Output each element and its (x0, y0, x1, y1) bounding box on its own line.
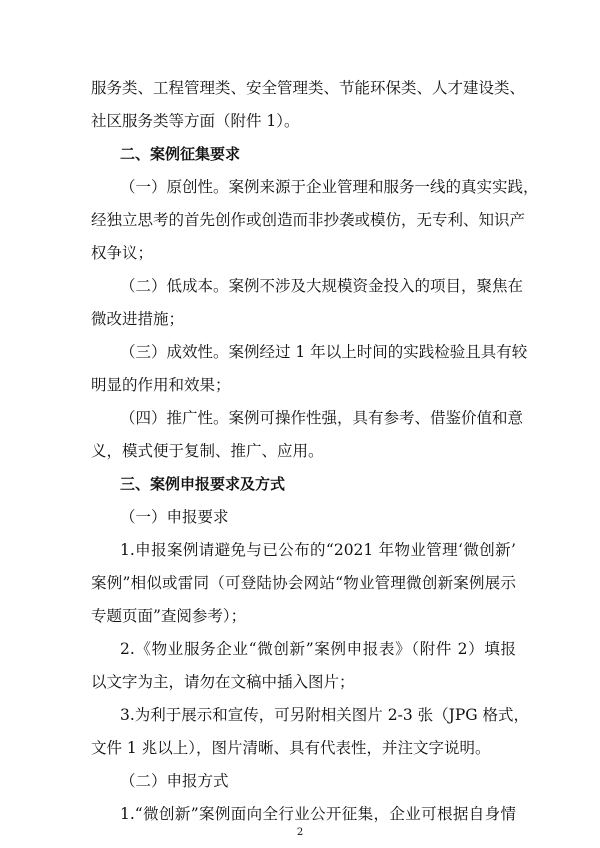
text-line (0, 207, 600, 233)
text-line (0, 273, 600, 299)
text-line-content: 案例”相似或雷同（可登陆协会网站“物业管理微创新案例展示 (91, 574, 516, 592)
text-line (0, 801, 600, 827)
text-line-content: （二）低成本。案例不涉及大规模资金投入的项目，聚焦在 (120, 277, 524, 295)
text-line-content: 权争议； (91, 244, 154, 262)
text-line (0, 537, 600, 563)
text-line-content: 2.《物业服务企业“微创新”案例申报表》（附件 2）填报 (120, 640, 516, 658)
text-line-content: 明显的作用和效果； (91, 376, 231, 394)
text-line-content: 以文字为主，请勿在文稿中插入图片； (91, 673, 355, 691)
text-line (0, 339, 600, 365)
subsection-heading-text: （二）申报方式 (120, 772, 229, 790)
text-line (0, 735, 600, 761)
text-line (0, 570, 600, 596)
text-line-content: 经独立思考的首先创作或创造而非抄袭或模仿，无专利、知识产 (91, 211, 526, 229)
text-line (0, 702, 600, 728)
text-line-content: 文件 1 兆以上），图片清晰、具有代表性，并注文字说明。 (91, 739, 491, 757)
text-line-content: （四）推广性。案例可操作性强，具有参考、借鉴价值和意 (120, 409, 524, 427)
text-line (0, 669, 600, 695)
subsection-heading-text: （一）申报要求 (120, 508, 229, 526)
text-line-content: 1.“微创新”案例面向全行业公开征集，企业可根据自身情 (120, 805, 516, 823)
text-line-content: 1.申报案例请避免与已公布的“2021 年物业管理‘微创新’ (120, 541, 516, 559)
section-heading (0, 471, 600, 497)
text-line-content: （三）成效性。案例经过 1 年以上时间的实践检验且具有较 (120, 343, 528, 361)
text-line (0, 603, 600, 629)
section-heading-text: 二、案例征集要求 (120, 145, 241, 163)
text-line-content: （一）原创性。案例来源于企业管理和服务一线的真实实践， (120, 178, 539, 196)
section-heading-text: 三、案例申报要求及方式 (120, 475, 286, 493)
text-line-content: 社区服务类等方面（附件 1）。 (91, 112, 300, 130)
page-number: 2 (296, 827, 304, 838)
text-line-content: 专题页面”查阅参考）； (91, 607, 247, 625)
text-line (0, 174, 600, 200)
text-line (0, 240, 600, 266)
text-line (0, 405, 600, 431)
text-line-content: 微改进措施； (91, 310, 185, 328)
text-line (0, 636, 600, 662)
text-line (0, 75, 600, 101)
section-heading (0, 141, 600, 167)
subsection-heading (0, 504, 600, 530)
text-line (0, 108, 600, 134)
text-line-content: 义，模式便于复制、推广、应用。 (91, 442, 324, 460)
text-line (0, 372, 600, 398)
subsection-heading (0, 768, 600, 794)
text-line (0, 438, 600, 464)
text-line-content: 服务类、工程管理类、安全管理类、节能环保类、人才建设类、 (91, 79, 526, 97)
text-line (0, 306, 600, 332)
text-line-content: 3.为利于展示和宣传，可另附相关图片 2-3 张（JPG 格式， (120, 706, 530, 724)
